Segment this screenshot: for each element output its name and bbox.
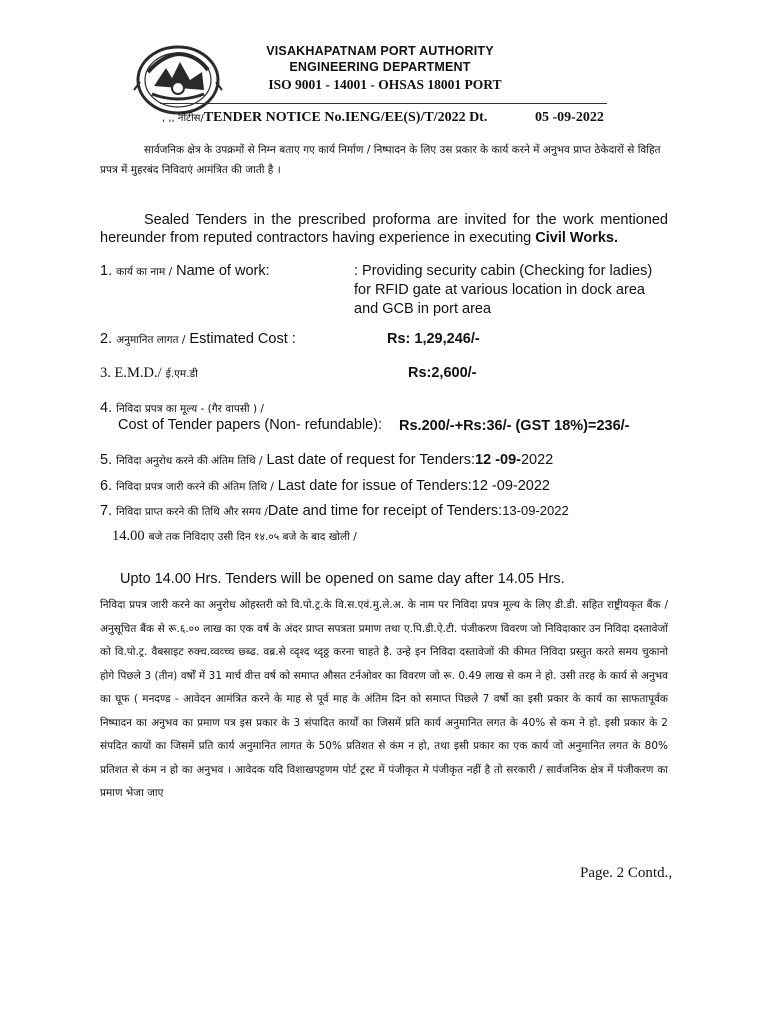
item-receipt-date: [100, 502, 569, 520]
item-number: 1.: [100, 263, 113, 279]
opening-time: 14.00: [112, 528, 145, 544]
item-work-label: [100, 262, 270, 280]
item-number: 4.: [100, 400, 113, 416]
page-continuation: Page. 2 Contd.,: [580, 865, 673, 881]
item-label-english: Date and time for receipt of Tenders:: [267, 503, 503, 519]
item-label-hindi: निविदा प्रपत्र का मूल्य - (गैर वापसी ) /: [116, 403, 264, 415]
item-number: 2.: [100, 331, 113, 347]
item-emd-label: [100, 364, 198, 382]
notice-number: TENDER NOTICE No.IENG/EE(S)/T/2022 Dt.: [203, 110, 488, 125]
header-divider: [160, 103, 607, 104]
item-label-hindi: निविदा प्राप्त करने की तिथि और समय /: [116, 506, 268, 518]
item-tender-cost-label-hindi: [100, 399, 264, 417]
intro-hindi: सार्वजनिक क्षेत्र के उपक्रमों से निम्न बताए गए कार्य निर्माण / निष्पादन के लिए उस प्रकार के कार्य करने में अनुभव प्राप्त ठेकेदारों से विहित प्रपत्र में मुहरबंद निविदाएं आमंत्रित की जाती है ।: [100, 144, 661, 176]
intro-english: [100, 211, 668, 247]
port-authority-logo: [132, 42, 224, 118]
item-number: 6.: [100, 478, 113, 494]
item-cost-value: Rs: 1,29,246/-: [387, 331, 480, 347]
eligibility-hindi: निविदा प्रपत्र जारी करने का अनुरोध ओहस्तरी को वि.पो.ट्र.के वि.स.एवं.मु.ले.अ. के नाम पर निविदा प्रपत्र मूल्य के लिए डी.डी. सहित राष्ट्रीयकृत बैंक / अनुसूचित बैंक से रू.६.०० लाख का एक वर्ष के अंदर प्राप्त सपत्रता प्रमाण तथा ए.पि.डी.ऐ.टी. पंजीकरण विवरण जो निविदाकार उन निविदा दस्तावेजों को वि.पो.ट्र. वैबसाइट रुक्च.व्वव्च्च छ्ब्ढ. वब्र.से व्दृश्द थ्दृठ्ठ करना चाहते है. उन्हे इन निविदा दस्तावेजों की कीमत निविदा प्रस्तुत करते समय चुकानो होगे पिछले 3 (तीन) वर्षों में 31 मार्च वीत्त वर्ष को समाप्त औसत टर्नओवर का विवरण जो रू. 0.49 लाख से कम ने हो. उसी तरह के कार्य से अनुभव का घूफ ( मनदण्ड - आवेदन आमंत्रित करने के माह से पूर्व माह के अंतिम दिन को समाप्त पिछले 7 वर्षो का इसी प्रकार के कार्य का साफतापूर्वक निष्पादन का अनुभव का प्रमाण पत्र इस प्रकार के 3 संपादित कार्यों का जिसमें प्रति कार्य अनुमानित लगत के 40% से कम ने हो. इसी प्रकार के 2 संपदित कायों का जिसमें प्रति कार्य अनुमानित लागत के 50% प्रतिशत से कंम न हो, तथा इसी प्रकार का एक कार्य जो अनुमानित लगत के 80% प्रतिशत से कंम न हो का अनुभव । आवेदक यदि विशाखपट्टणम पोर्ट ट्रस्ट में पंजीकृत मे पंजीकृत नहीं है तो सरकारी / सार्वजनिक क्षेत्र में पंजीकरण का प्रमाण भेजा जाए: [100, 599, 668, 799]
item-label-english: Last date for issue of Tenders:: [277, 478, 472, 494]
item-label-hindi: अनुमानित लागत /: [116, 334, 186, 346]
iso-certification: ISO 9001 - 14001 - OHSAS 18001 PORT: [268, 77, 502, 92]
item-request-date: [100, 451, 553, 469]
item-label-hindi: कार्य का नाम /: [116, 266, 173, 278]
department-name: ENGINEERING DEPARTMENT: [289, 60, 471, 74]
item-value-year: 2022: [520, 452, 554, 468]
item-label-english: 3. E.M.D./: [100, 365, 162, 381]
item-cost-label: [100, 330, 296, 348]
item-number: 5.: [100, 452, 113, 468]
item-value: 13-09-2022: [502, 503, 569, 518]
notice-date: 05 -09-2022: [535, 110, 604, 125]
notice-title: [162, 110, 487, 126]
item-value: 12 -09-: [475, 452, 521, 468]
opening-statement-english: Upto 14.00 Hrs. Tenders will be opened on same day after 14.05 Hrs.: [120, 571, 565, 587]
item-number: 7.: [100, 503, 113, 519]
intro-english-bold: Civil Works.: [535, 230, 618, 246]
item-tender-cost-label-english: Cost of Tender papers (Non- refundable):: [118, 417, 383, 433]
item-label-english: Name of work:: [176, 263, 270, 279]
item-work-value: : Providing security cabin (Checking for ladies) for RFID gate at various location in dock area and GCB in port area: [354, 263, 653, 317]
notice-prefix-hindi: , ,, नोटीस/: [162, 113, 204, 124]
item-label-hindi: निविदा प्रपत्र जारी करने की अंतिम तिथि /: [116, 481, 274, 493]
item-issue-date: [100, 477, 550, 495]
org-name: VISAKHAPATNAM PORT AUTHORITY: [266, 44, 494, 58]
item-label-hindi: निविदा अनुरोध करने की अंतिम तिथि /: [116, 455, 263, 467]
opening-time-hindi: [112, 527, 357, 545]
item-label-english: Estimated Cost :: [189, 331, 296, 347]
item-emd-value: Rs:2,600/-: [408, 365, 477, 381]
item-tender-cost-value: Rs.200/-+Rs:36/- (GST 18%)=236/-: [399, 418, 630, 434]
opening-text-hindi: बजे तक निविदाए उसी दिन १४.०५ बजे के बाद खोली /: [148, 531, 357, 543]
item-label-hindi: ई.एम.डी: [165, 368, 198, 380]
intro-english-text: Sealed Tenders in the prescribed proforma are invited for the work mentioned hereunder from reputed contractors having experience in executing: [100, 212, 668, 246]
item-label-english: Last date of request for Tenders:: [266, 452, 476, 468]
item-value: 12 -09-2022: [471, 478, 550, 494]
